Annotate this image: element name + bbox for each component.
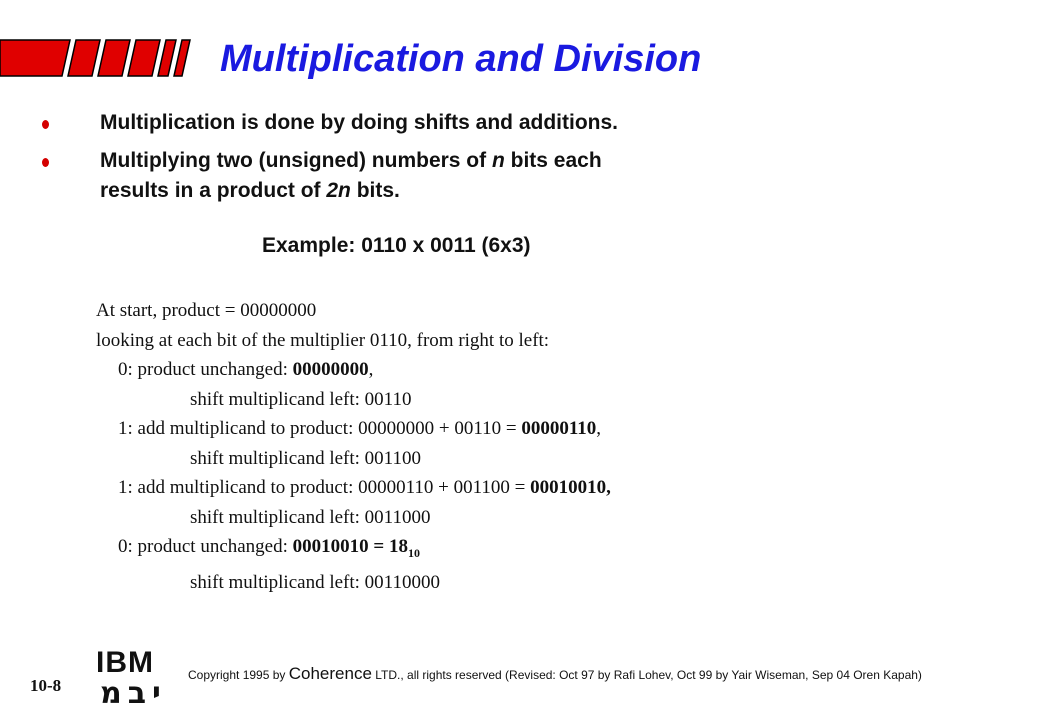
page-number: 10-8	[30, 676, 62, 695]
copyright-text: Copyright 1995 by	[188, 668, 289, 682]
slide-title: Multiplication and Division	[220, 38, 702, 80]
example-heading: Example: 0110 x 0011 (6x3)	[262, 234, 531, 257]
step-tail: ,	[368, 359, 374, 380]
worked-example	[96, 296, 611, 598]
step-4	[96, 532, 611, 568]
bullet-variable: n	[491, 149, 505, 172]
bullet-dot-icon	[42, 158, 49, 167]
bullet-variable: 2n	[326, 179, 351, 202]
step-value: 00010010 = 18	[292, 536, 408, 557]
bullet-text-part: bits.	[350, 179, 400, 202]
bullet-item-1	[40, 108, 800, 138]
step-value: 00010010,	[530, 477, 611, 498]
copyright-brand: Coherence	[288, 664, 372, 683]
copyright-text: LTD., all rights reserved (Revised: Oct 97 by Rafi Lohev, Oct 99 by Yair Wiseman, Sep 04 Oren Kapah)	[371, 668, 922, 682]
copyright-notice	[188, 664, 922, 684]
step-2	[96, 414, 611, 444]
step-label: 1: add multiplicand to product: 00000000 + 00110 =	[118, 418, 522, 439]
bullet-dot-icon	[42, 120, 49, 129]
ibm-logo: IBM	[96, 646, 154, 679]
bullet-text-part: bits each	[504, 149, 602, 172]
bullet-text: Multiplication is done by doing shifts and additions.	[100, 111, 618, 134]
bullet-text-part: results in a product of	[100, 179, 327, 202]
step-tail: ,	[596, 418, 602, 439]
step-4-shift: shift multiplicand left: 00110000	[190, 572, 440, 594]
step-2-shift: shift multiplicand left: 001100	[190, 447, 421, 469]
bullet-text-part: Multiplying two (unsigned) numbers of	[100, 149, 492, 172]
step-value: 00000110	[521, 418, 597, 439]
bullet-list	[40, 108, 800, 214]
step-label: 1: add multiplicand to product: 00000110 + 001100 =	[118, 477, 531, 498]
step-intro: looking at each bit of the multiplier 0110, from right to left:	[96, 329, 550, 351]
red-stripes-logo	[0, 38, 200, 80]
bullet-item-2	[40, 146, 800, 206]
step-3	[96, 473, 611, 503]
base-subscript: 10	[407, 545, 420, 560]
step-1-shift: shift multiplicand left: 00110	[190, 388, 412, 410]
bullet-text-line2	[100, 179, 400, 202]
bullet-text-line1	[100, 149, 602, 172]
step-1	[96, 355, 611, 385]
step-value: 00000000	[292, 359, 369, 380]
step-start: At start, product = 00000000	[96, 300, 317, 321]
step-3-shift: shift multiplicand left: 0011000	[190, 506, 431, 528]
step-label: 0: product unchanged:	[118, 536, 293, 557]
step-label: 0: product unchanged:	[118, 359, 293, 380]
hebrew-logo: יבמ	[100, 676, 167, 711]
